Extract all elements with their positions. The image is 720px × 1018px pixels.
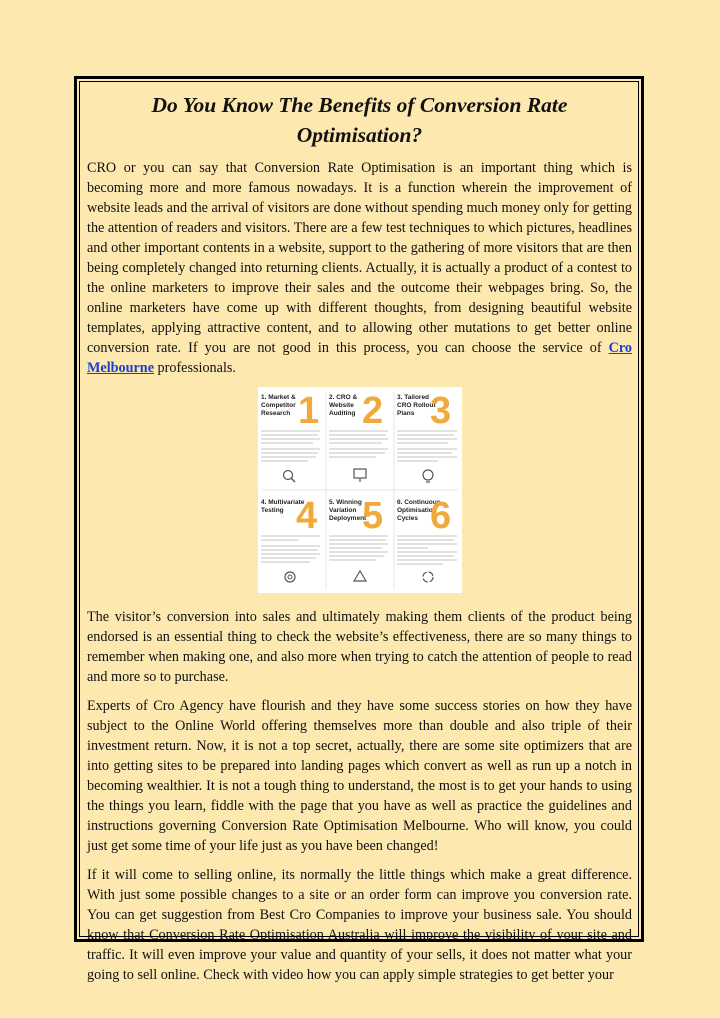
- paragraph-intro-text: CRO or you can say that Conversion Rate Optimisation is an important thing which is becoming more and more famous nowadays. It is a function wherein the improvement of website leads and the arrival of visitors are done without spending much money only for getting the attention of readers and visitors. There are a few test techniques to which pictures, headlines and other important contents in a website, support to the gathering of more visitors that are then being completely changed into returning clients. Actually, it is actually a product of a contest to the online marketers to improve their sales and the outcome their webpages bring. So, the online marketers have come up with different thoughts, from designing beautiful website templates, applying attractive content, and to allowing other mutations to get better online conversion rate. If you are not good in this process, you can choose the service of: [87, 160, 632, 356]
- cro-process-infographic: [258, 387, 462, 593]
- step-2-label-2: Website: [328, 402, 354, 409]
- paragraph-intro-tail: professionals.: [154, 360, 236, 376]
- step-6-number: 6: [429, 495, 451, 537]
- step-3-label-1: 3. Tailored: [396, 394, 429, 401]
- step-1-label-3: Research: [260, 410, 290, 417]
- step-3-number: 3: [429, 390, 451, 432]
- step-4-number: 4: [295, 495, 317, 537]
- step-5-label-2: Variation: [328, 507, 356, 514]
- step-5-label-1: 5. Winning: [328, 499, 362, 506]
- step-1-label-2: Competitor: [260, 402, 296, 409]
- step-3-label-3: Plans: [396, 410, 414, 417]
- step-1-number: 1: [297, 390, 319, 432]
- step-6-label-1: 6. Continuous: [396, 499, 440, 506]
- step-4-label-2: Testing: [260, 507, 284, 514]
- paragraph-selling-online: If it will come to selling online, its normally the little things which make a great difference. With just some possible changes to a site or an order form can improve you conversion rate. You can get suggestion from Best Cro Companies to improve your business sale. You should know that Conversion Rate Optimisation Australia will improve the visibility of your site and traffic. It will even improve your value and quantity of your sells, it does not matter what your going to sell online. Check with video how you can apply simple strategies to get better your: [87, 867, 632, 983]
- step-2-number: 2: [361, 390, 383, 432]
- step-2-label-3: Auditing: [328, 410, 355, 417]
- step-3-label-2: CRO Rollout: [396, 402, 436, 409]
- step-4-label-1: 4. Multivariate: [260, 499, 304, 506]
- paragraph-visitor-conversion: The visitor’s conversion into sales and ultimately making them clients of the product being endorsed is an essential thing to check the website’s effectiveness, there are so many things to remember when making one, and also more when trying to catch the attention of people to read and more so to purchase.: [87, 609, 632, 685]
- paragraph-cro-agency: Experts of Cro Agency have flourish and they have some success stories on how they have subject to the Online World offering themselves more than double and also triple of their investment return. Now, it is not a top secret, actually, there are some site optimizers that are into getting sites to be prepared into landing pages which convert as well as run up a notch in becoming wealthier. It is not a tough thing to understand, the most is to get your hands to using the things you learn, fiddle with the page that you have as well as practice the guidelines and instructions governing Conversion Rate Optimisation Melbourne. Who will know, you could just get some time of your life just as you have been changed!: [87, 698, 632, 854]
- step-6-label-2: Optimisation: [396, 507, 437, 514]
- page-title: Do You Know The Benefits of Conversion Rate Optimisation?: [151, 93, 568, 147]
- paragraph-intro: [87, 158, 632, 378]
- step-6-label-3: Cycles: [396, 515, 418, 522]
- step-5-label-3: Deployment: [328, 515, 366, 522]
- cro-melbourne-link[interactable]: Cro Melbourne: [87, 340, 632, 376]
- step-1-label-1: 1. Market &: [260, 394, 296, 401]
- step-5-number: 5: [361, 495, 383, 537]
- document-body: [87, 90, 632, 994]
- step-2-label-1: 2. CRO &: [328, 394, 357, 401]
